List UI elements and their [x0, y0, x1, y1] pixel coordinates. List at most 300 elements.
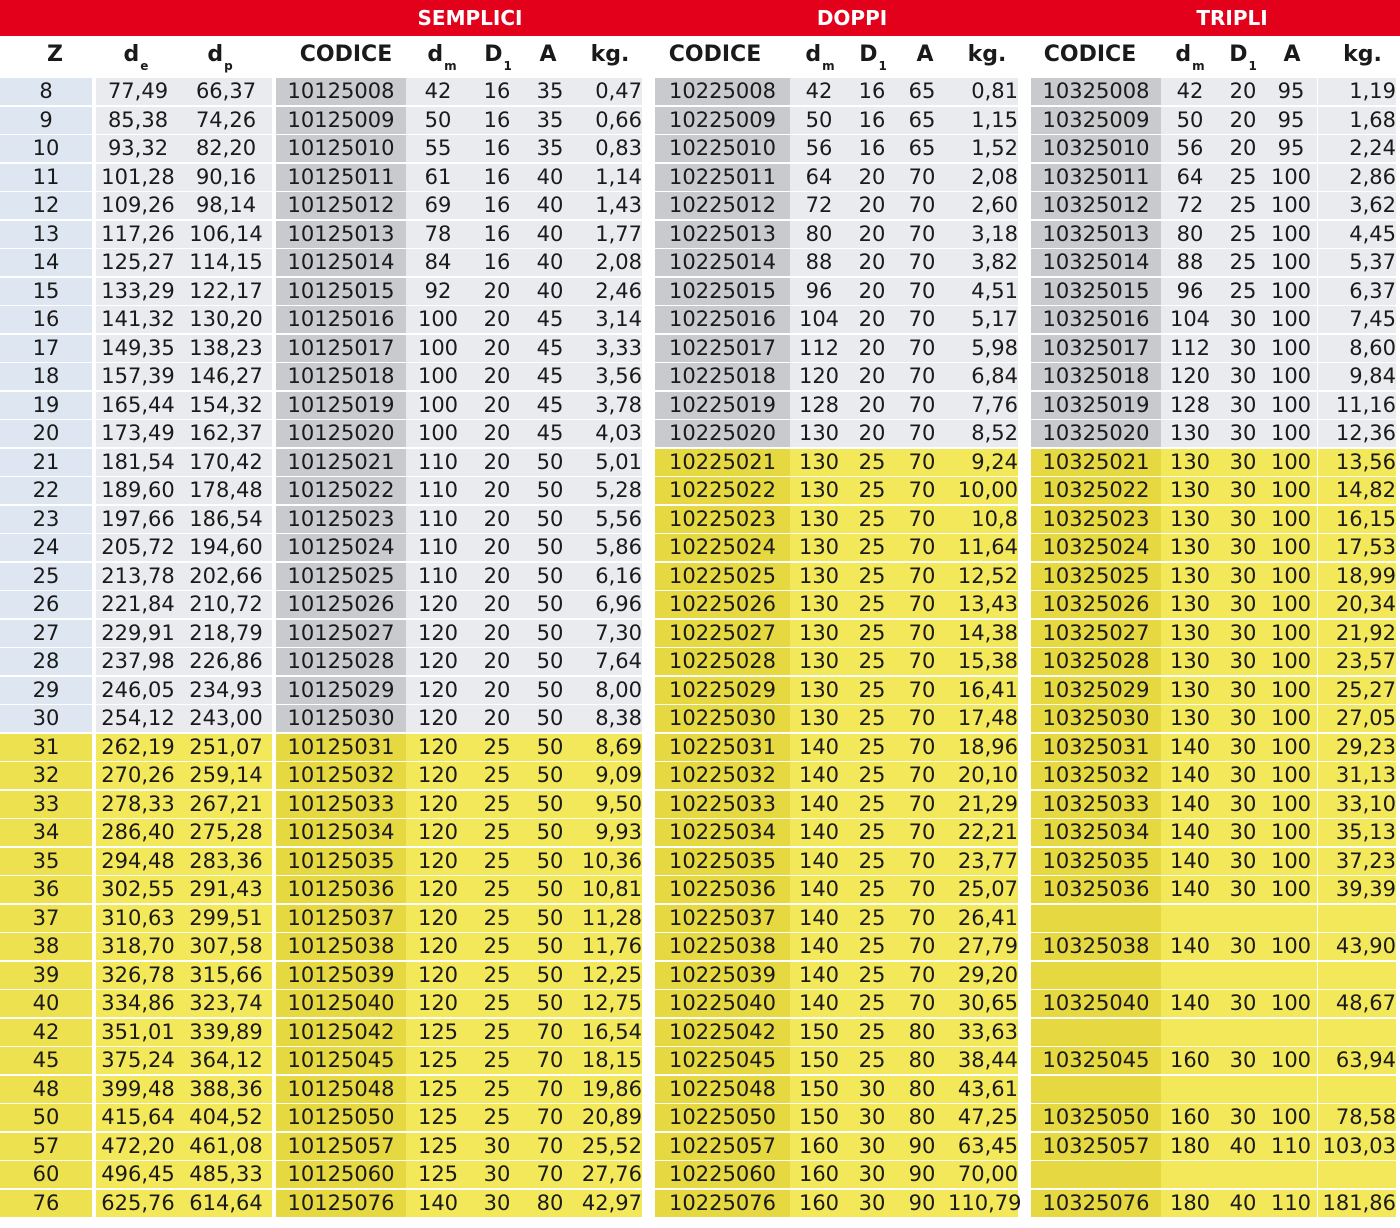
- cell-D1-tripli: 30: [1219, 1047, 1267, 1074]
- column-separator: [1027, 107, 1031, 134]
- cell-D1-tripli: 30: [1219, 762, 1267, 789]
- table-row: [0, 449, 1400, 478]
- column-separator: [651, 192, 655, 219]
- cell-dm-tripli: 140: [1161, 791, 1219, 818]
- cell-a-tripli: 100: [1265, 449, 1317, 476]
- cell-dm-semplici: 125: [406, 1161, 470, 1188]
- cell-dp: 98,14: [180, 192, 272, 219]
- cell-kg-semplici: 0,83: [576, 135, 642, 162]
- table-row: [0, 620, 1400, 649]
- cell-kg-doppi: 110,79: [948, 1190, 1022, 1215]
- cell-dm-semplici: 125: [406, 1104, 470, 1131]
- column-separator: [1027, 420, 1031, 447]
- column-separator: [92, 107, 96, 134]
- cell-kg-tripli: 181,86: [1318, 1190, 1396, 1217]
- cell-dp: 485,33: [180, 1161, 272, 1188]
- column-separator: [272, 78, 276, 105]
- cell-dm-semplici: 69: [406, 192, 470, 219]
- cell-dm-tripli: 130: [1161, 620, 1219, 647]
- cell-codice-tripli: 10325016: [1031, 306, 1161, 333]
- cell-codice-tripli: 10325032: [1031, 762, 1161, 789]
- cell-de: 197,66: [96, 506, 180, 533]
- cell-de: 205,72: [96, 534, 180, 561]
- cell-kg-doppi: 3,18: [948, 221, 1018, 248]
- cell-D1-tripli: 30: [1219, 933, 1267, 960]
- cell-z: 32: [0, 762, 92, 789]
- column-separator: [92, 164, 96, 191]
- header-D1-main: D: [484, 42, 503, 67]
- cell-a-semplici: 50: [524, 449, 576, 476]
- cell-codice-semplici: 10125027: [276, 620, 406, 647]
- cell-kg-semplici: 9,09: [576, 762, 642, 789]
- cell-codice-semplici: 10125022: [276, 477, 406, 504]
- cell-dm-semplici: 61: [406, 164, 470, 191]
- cell-dm-semplici: 120: [406, 620, 470, 647]
- cell-D1-tripli: 25: [1219, 278, 1267, 305]
- cell-dm-doppi: 130: [790, 677, 848, 704]
- cell-codice-tripli: 10325076: [1031, 1190, 1161, 1217]
- cell-codice-tripli: 10325028: [1031, 648, 1161, 675]
- header-kg-doppi: kg.: [967, 42, 1007, 67]
- cell-codice-doppi: 10225014: [655, 249, 790, 276]
- cell-dp: 388,36: [180, 1076, 272, 1103]
- cell-dm-semplici: 120: [406, 734, 470, 761]
- cell-codice-semplici: 10125017: [276, 335, 406, 362]
- cell-kg-semplici: 8,38: [576, 705, 642, 732]
- cell-D1-doppi: 20: [848, 335, 896, 362]
- cell-D1-doppi: 25: [848, 648, 896, 675]
- column-separator: [651, 848, 655, 875]
- cell-codice-tripli: 10325035: [1031, 848, 1161, 875]
- cell-kg-tripli: 33,10: [1318, 791, 1396, 818]
- cell-kg-doppi: 11,64: [948, 534, 1018, 561]
- cell-codice-doppi: 10225026: [655, 591, 790, 618]
- cell-a-semplici: 50: [524, 791, 576, 818]
- group-header-banner: [0, 0, 1400, 36]
- column-separator: [92, 876, 96, 903]
- column-separator: [272, 107, 276, 134]
- cell-z: 36: [0, 876, 92, 903]
- cell-dm-semplici: 100: [406, 363, 470, 390]
- cell-dm-doppi: 64: [790, 164, 848, 191]
- cell-kg-tripli: 27,05: [1318, 705, 1396, 732]
- cell-z: 23: [0, 506, 92, 533]
- cell-kg-tripli: 23,57: [1318, 648, 1396, 675]
- cell-codice-tripli: 10325008: [1031, 78, 1161, 105]
- cell-de: 85,38: [96, 107, 180, 134]
- cell-D1-semplici: 16: [470, 78, 524, 105]
- cell-dm-doppi: 130: [790, 591, 848, 618]
- cell-dm-semplici: 120: [406, 819, 470, 846]
- cell-de: 302,55: [96, 876, 180, 903]
- cell-D1-tripli: 30: [1219, 734, 1267, 761]
- column-separator: [651, 1076, 655, 1103]
- cell-dm-tripli: 50: [1161, 107, 1219, 134]
- cell-D1-tripli: 30: [1219, 705, 1267, 732]
- cell-a-doppi: 80: [896, 1104, 948, 1131]
- header-dm-sub: m: [822, 59, 835, 73]
- cell-kg-doppi: 5,17: [948, 306, 1018, 333]
- cell-de: 318,70: [96, 933, 180, 960]
- cell-z: 37: [0, 905, 92, 932]
- cell-dp: 339,89: [180, 1019, 272, 1046]
- cell-D1-tripli: [1219, 962, 1267, 989]
- cell-D1-semplici: 20: [470, 477, 524, 504]
- cell-D1-doppi: 20: [848, 363, 896, 390]
- cell-D1-semplici: 25: [470, 905, 524, 932]
- cell-z: 50: [0, 1104, 92, 1131]
- cell-kg-tripli: 63,94: [1318, 1047, 1396, 1074]
- column-separator: [1027, 962, 1031, 989]
- cell-dm-tripli: 140: [1161, 734, 1219, 761]
- column-separator: [92, 762, 96, 789]
- cell-D1-tripli: 40: [1219, 1133, 1267, 1160]
- column-separator: [1027, 620, 1031, 647]
- table-row: [0, 477, 1400, 506]
- cell-a-semplici: 70: [524, 1019, 576, 1046]
- cell-de: 625,76: [96, 1190, 180, 1217]
- column-separator: [272, 1104, 276, 1131]
- cell-D1-tripli: 25: [1219, 192, 1267, 219]
- cell-de: 270,26: [96, 762, 180, 789]
- cell-de: 157,39: [96, 363, 180, 390]
- cell-a-doppi: 70: [896, 848, 948, 875]
- cell-a-semplici: 35: [524, 135, 576, 162]
- cell-kg-doppi: 63,45: [948, 1133, 1018, 1160]
- column-separator: [1027, 591, 1031, 618]
- column-separator: [1027, 648, 1031, 675]
- header-dm-main: d: [1175, 42, 1192, 67]
- cell-D1-tripli: 30: [1219, 477, 1267, 504]
- cell-D1-doppi: 30: [848, 1076, 896, 1103]
- cell-a-doppi: 70: [896, 420, 948, 447]
- cell-a-tripli: 100: [1265, 306, 1317, 333]
- cell-kg-semplici: 42,97: [576, 1190, 642, 1217]
- cell-dp: 114,15: [180, 249, 272, 276]
- cell-codice-semplici: 10125014: [276, 249, 406, 276]
- cell-a-tripli: 100: [1265, 591, 1317, 618]
- cell-z: 39: [0, 962, 92, 989]
- cell-D1-semplici: 25: [470, 791, 524, 818]
- cell-kg-semplici: 18,15: [576, 1047, 642, 1074]
- cell-de: 246,05: [96, 677, 180, 704]
- cell-dp: 202,66: [180, 563, 272, 590]
- table-row: [0, 1019, 1400, 1048]
- cell-codice-tripli: 10325021: [1031, 449, 1161, 476]
- cell-dp: 130,20: [180, 306, 272, 333]
- cell-codice-doppi: 10225019: [655, 392, 790, 419]
- header-kg-semplici: kg.: [590, 42, 630, 67]
- cell-D1-doppi: 20: [848, 420, 896, 447]
- cell-de: 262,19: [96, 734, 180, 761]
- cell-a-tripli: 100: [1265, 534, 1317, 561]
- header-dm-sub: m: [444, 59, 457, 73]
- cell-dm-tripli: 42: [1161, 78, 1219, 105]
- column-separator: [651, 392, 655, 419]
- cell-dm-tripli: 130: [1161, 534, 1219, 561]
- cell-dm-semplici: 100: [406, 306, 470, 333]
- cell-codice-semplici: 10125042: [276, 1019, 406, 1046]
- table-row: [0, 563, 1400, 592]
- column-separator: [1027, 363, 1031, 390]
- cell-kg-doppi: 43,61: [948, 1076, 1018, 1103]
- cell-a-tripli: 100: [1265, 278, 1317, 305]
- cell-kg-doppi: 18,96: [948, 734, 1018, 761]
- cell-a-semplici: 70: [524, 1161, 576, 1188]
- cell-kg-semplici: 27,76: [576, 1161, 642, 1188]
- column-separator: [651, 990, 655, 1017]
- column-separator: [272, 1019, 276, 1046]
- column-separator: [272, 221, 276, 248]
- column-separator: [1027, 762, 1031, 789]
- cell-codice-doppi: 10225010: [655, 135, 790, 162]
- column-separator: [1027, 1161, 1031, 1188]
- cell-dm-tripli: 140: [1161, 762, 1219, 789]
- cell-a-tripli: 100: [1265, 876, 1317, 903]
- cell-D1-doppi: 25: [848, 677, 896, 704]
- cell-codice-tripli: 10325038: [1031, 933, 1161, 960]
- cell-a-semplici: 35: [524, 78, 576, 105]
- cell-codice-doppi: 10225076: [655, 1190, 790, 1217]
- cell-D1-semplici: 25: [470, 1047, 524, 1074]
- column-separator: [651, 420, 655, 447]
- table-row: [0, 990, 1400, 1019]
- cell-D1-doppi: 20: [848, 392, 896, 419]
- column-separator: [272, 306, 276, 333]
- cell-de: 229,91: [96, 620, 180, 647]
- header-de-sub: e: [140, 59, 149, 73]
- cell-kg-tripli: 7,45: [1318, 306, 1396, 333]
- cell-de: 278,33: [96, 791, 180, 818]
- column-separator: [651, 1047, 655, 1074]
- group-title-doppi: DOPPI: [816, 6, 888, 30]
- column-separator: [651, 78, 655, 105]
- cell-a-tripli: 100: [1265, 249, 1317, 276]
- cell-kg-doppi: 21,29: [948, 791, 1018, 818]
- cell-a-tripli: 100: [1265, 420, 1317, 447]
- cell-codice-tripli: 10325027: [1031, 620, 1161, 647]
- table-row: [0, 876, 1400, 905]
- column-separator: [272, 563, 276, 590]
- cell-a-doppi: 70: [896, 677, 948, 704]
- cell-a-semplici: 70: [524, 1133, 576, 1160]
- cell-z: 27: [0, 620, 92, 647]
- cell-a-semplici: 50: [524, 591, 576, 618]
- column-separator: [1027, 449, 1031, 476]
- cell-kg-doppi: 1,52: [948, 135, 1018, 162]
- column-separator: [92, 306, 96, 333]
- cell-z: 25: [0, 563, 92, 590]
- cell-kg-tripli: 2,24: [1318, 135, 1396, 162]
- cell-codice-doppi: 10225025: [655, 563, 790, 590]
- column-separator: [272, 363, 276, 390]
- cell-D1-doppi: 16: [848, 78, 896, 105]
- cell-kg-semplici: 9,50: [576, 791, 642, 818]
- cell-a-semplici: 50: [524, 648, 576, 675]
- cell-codice-semplici: 10125025: [276, 563, 406, 590]
- column-separator: [92, 249, 96, 276]
- cell-codice-semplici: 10125029: [276, 677, 406, 704]
- cell-de: 375,24: [96, 1047, 180, 1074]
- column-separator: [1027, 164, 1031, 191]
- cell-z: 40: [0, 990, 92, 1017]
- cell-a-semplici: 40: [524, 278, 576, 305]
- cell-kg-tripli: 29,23: [1318, 734, 1396, 761]
- cell-D1-semplici: 16: [470, 135, 524, 162]
- cell-kg-tripli: 12,36: [1318, 420, 1396, 447]
- cell-a-doppi: 70: [896, 734, 948, 761]
- table-row: [0, 278, 1400, 307]
- cell-a-doppi: 70: [896, 306, 948, 333]
- cell-a-semplici: 70: [524, 1076, 576, 1103]
- cell-a-semplici: 70: [524, 1047, 576, 1074]
- cell-codice-semplici: 10125045: [276, 1047, 406, 1074]
- column-separator: [651, 135, 655, 162]
- cell-dm-doppi: 140: [790, 734, 848, 761]
- cell-a-doppi: 70: [896, 876, 948, 903]
- cell-D1-tripli: 25: [1219, 249, 1267, 276]
- column-separator: [651, 734, 655, 761]
- cell-z: 19: [0, 392, 92, 419]
- cell-a-doppi: 65: [896, 78, 948, 105]
- column-separator: [272, 164, 276, 191]
- cell-dm-tripli: 130: [1161, 449, 1219, 476]
- cell-a-tripli: 110: [1265, 1133, 1317, 1160]
- cell-a-tripli: 100: [1265, 506, 1317, 533]
- cell-dm-semplici: 120: [406, 933, 470, 960]
- cell-dm-doppi: 128: [790, 392, 848, 419]
- column-separator: [1027, 905, 1031, 932]
- cell-de: 125,27: [96, 249, 180, 276]
- cell-kg-doppi: 29,20: [948, 962, 1018, 989]
- cell-kg-doppi: 16,41: [948, 677, 1018, 704]
- cell-D1-tripli: [1219, 1161, 1267, 1188]
- cell-codice-doppi: 10225050: [655, 1104, 790, 1131]
- cell-codice-semplici: 10125021: [276, 449, 406, 476]
- cell-codice-doppi: 10225008: [655, 78, 790, 105]
- table-row: [0, 591, 1400, 620]
- cell-a-tripli: 100: [1265, 677, 1317, 704]
- column-separator: [92, 905, 96, 932]
- cell-kg-semplici: 6,16: [576, 563, 642, 590]
- column-separator: [272, 477, 276, 504]
- cell-kg-tripli: 43,90: [1318, 933, 1396, 960]
- column-separator: [272, 933, 276, 960]
- cell-dm-doppi: 160: [790, 1133, 848, 1160]
- cell-kg-semplici: 1,14: [576, 164, 642, 191]
- cell-a-doppi: 70: [896, 249, 948, 276]
- cell-kg-tripli: 1,68: [1318, 107, 1396, 134]
- cell-kg-semplici: 2,46: [576, 278, 642, 305]
- table-row: [0, 705, 1400, 734]
- cell-z: 28: [0, 648, 92, 675]
- cell-a-doppi: 70: [896, 648, 948, 675]
- cell-D1-tripli: 30: [1219, 363, 1267, 390]
- cell-D1-tripli: 30: [1219, 990, 1267, 1017]
- cell-dm-doppi: 130: [790, 506, 848, 533]
- cell-a-semplici: 50: [524, 905, 576, 932]
- cell-codice-doppi: 10225040: [655, 990, 790, 1017]
- cell-codice-doppi: 10225009: [655, 107, 790, 134]
- group-title-tripli: TRIPLI: [1196, 6, 1268, 30]
- cell-D1-semplici: 25: [470, 1076, 524, 1103]
- header-dp: [180, 36, 260, 74]
- table-row: [0, 1133, 1400, 1162]
- cell-dm-tripli: 160: [1161, 1104, 1219, 1131]
- header-dm-semplici: [412, 36, 472, 74]
- column-separator: [92, 335, 96, 362]
- cell-kg-doppi: 47,25: [948, 1104, 1018, 1131]
- cell-D1-tripli: 30: [1219, 449, 1267, 476]
- cell-dm-semplici: 50: [406, 107, 470, 134]
- column-separator: [1027, 392, 1031, 419]
- cell-de: 351,01: [96, 1019, 180, 1046]
- cell-kg-semplici: 16,54: [576, 1019, 642, 1046]
- cell-kg-doppi: 9,24: [948, 449, 1018, 476]
- cell-dp: 267,21: [180, 791, 272, 818]
- cell-z: 24: [0, 534, 92, 561]
- cell-dm-doppi: 120: [790, 363, 848, 390]
- cell-dm-tripli: 128: [1161, 392, 1219, 419]
- cell-dm-semplici: 100: [406, 420, 470, 447]
- cell-dm-semplici: 120: [406, 905, 470, 932]
- cell-D1-semplici: 16: [470, 221, 524, 248]
- cell-dm-doppi: 130: [790, 534, 848, 561]
- column-separator: [1027, 1190, 1031, 1217]
- cell-dm-semplici: 120: [406, 876, 470, 903]
- cell-dp: 307,58: [180, 933, 272, 960]
- cell-de: 221,84: [96, 591, 180, 618]
- cell-a-doppi: 70: [896, 591, 948, 618]
- cell-kg-tripli: 25,27: [1318, 677, 1396, 704]
- header-D1-tripli: [1215, 36, 1271, 74]
- table-row: [0, 1161, 1400, 1190]
- cell-a-tripli: [1265, 905, 1317, 932]
- cell-D1-tripli: [1219, 905, 1267, 932]
- cell-D1-doppi: 25: [848, 990, 896, 1017]
- column-separator: [1027, 135, 1031, 162]
- cell-D1-semplici: 16: [470, 164, 524, 191]
- cell-kg-semplici: 0,66: [576, 107, 642, 134]
- cell-kg-semplici: 9,93: [576, 819, 642, 846]
- cell-codice-semplici: 10125037: [276, 905, 406, 932]
- column-separator: [1027, 477, 1031, 504]
- cell-dm-semplici: 125: [406, 1076, 470, 1103]
- column-separator: [92, 848, 96, 875]
- cell-codice-tripli: 10325045: [1031, 1047, 1161, 1074]
- cell-de: 286,40: [96, 819, 180, 846]
- cell-D1-tripli: 20: [1219, 135, 1267, 162]
- cell-a-doppi: 90: [896, 1190, 948, 1217]
- header-D1-sub: 1: [503, 59, 512, 73]
- cell-codice-semplici: 10125032: [276, 762, 406, 789]
- cell-codice-tripli: 10325019: [1031, 392, 1161, 419]
- cell-dp: 234,93: [180, 677, 272, 704]
- cell-a-semplici: 70: [524, 1104, 576, 1131]
- table-row: [0, 192, 1400, 221]
- cell-codice-doppi: 10225039: [655, 962, 790, 989]
- cell-a-tripli: 100: [1265, 933, 1317, 960]
- cell-D1-doppi: 30: [848, 1190, 896, 1217]
- column-separator: [651, 278, 655, 305]
- cell-codice-doppi: 10225031: [655, 734, 790, 761]
- cell-a-semplici: 45: [524, 392, 576, 419]
- cell-de: 415,64: [96, 1104, 180, 1131]
- cell-kg-semplici: 1,77: [576, 221, 642, 248]
- cell-a-semplici: 50: [524, 705, 576, 732]
- cell-dm-tripli: [1161, 1161, 1219, 1188]
- column-separator: [92, 1104, 96, 1131]
